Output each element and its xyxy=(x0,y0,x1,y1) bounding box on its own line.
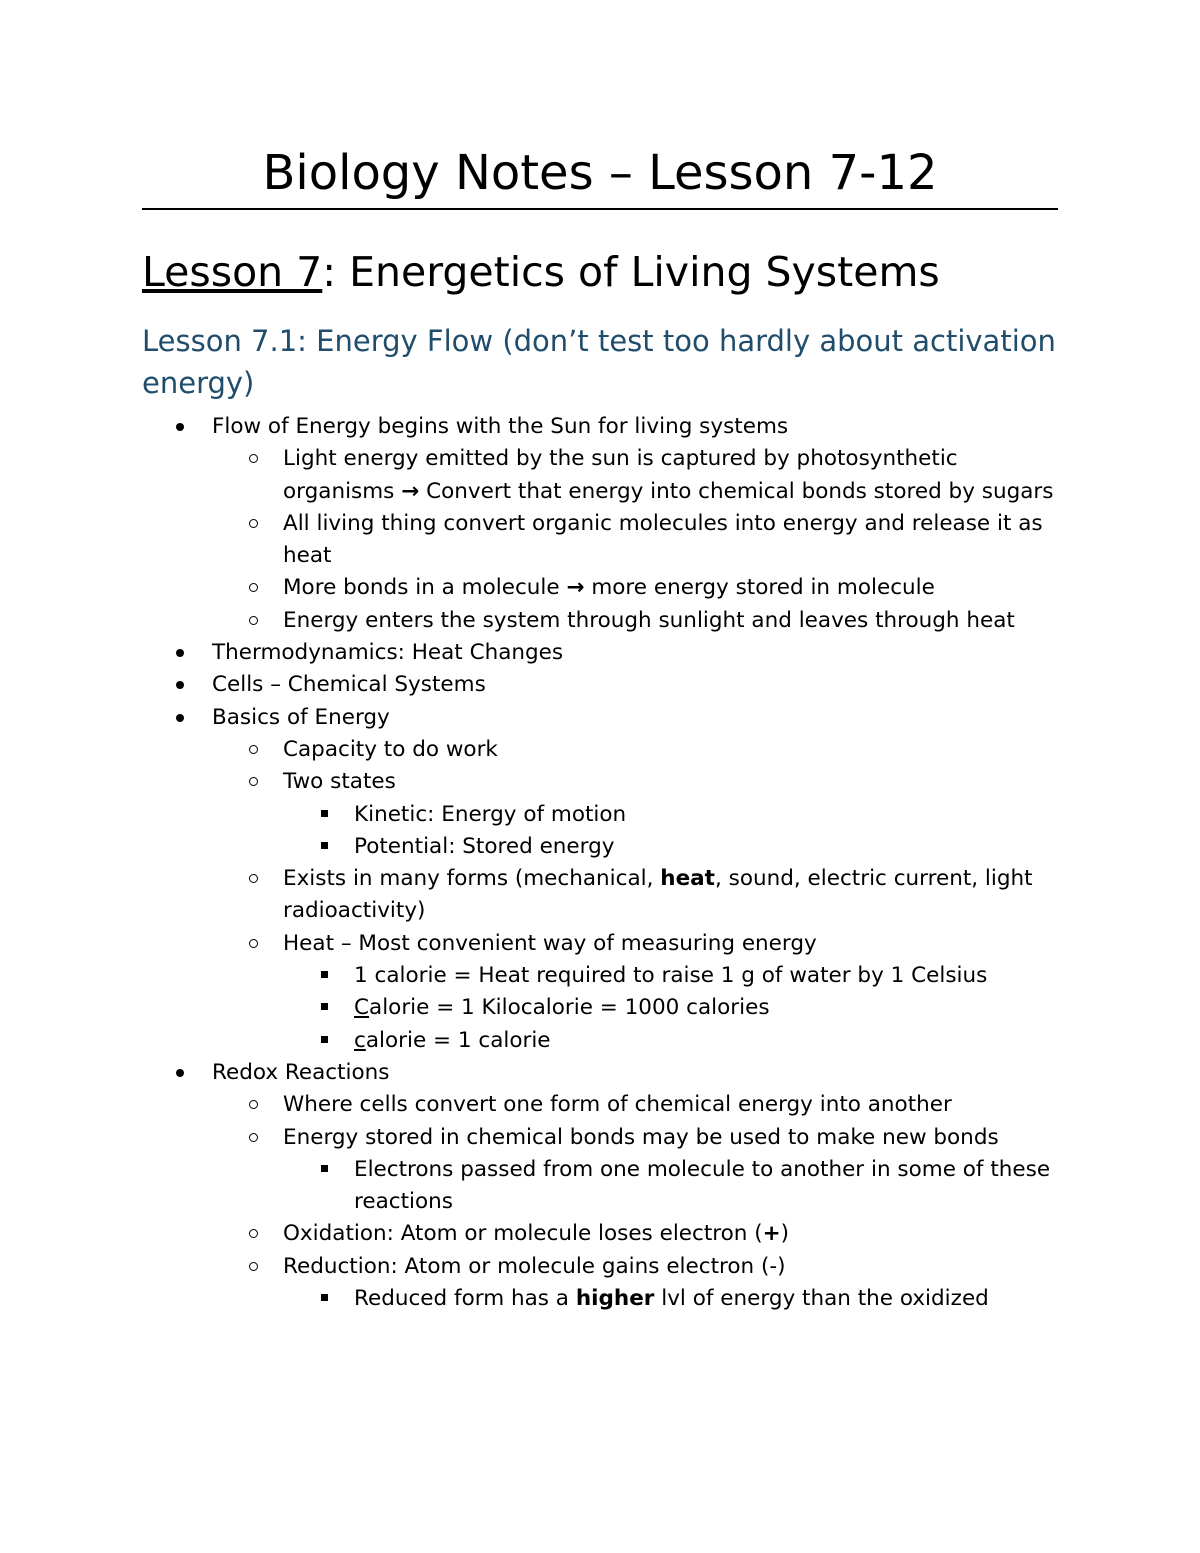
item-text-end: Convert that energy into chemical bonds stored by sugars xyxy=(419,478,1054,504)
list-item xyxy=(142,637,1058,669)
item-text-end: more energy stored in molecule xyxy=(584,575,935,601)
lesson-heading xyxy=(142,242,940,302)
list-item-text xyxy=(283,1251,1058,1283)
bullet-dot-icon xyxy=(168,1057,192,1089)
list-item-text xyxy=(354,992,1058,1024)
item-bold-text: higher xyxy=(575,1286,655,1312)
item-text: Heat – Most convenient way of measuring energy xyxy=(283,930,817,956)
list-item xyxy=(142,1283,1058,1315)
item-text: Thermodynamics: Heat Changes xyxy=(212,640,564,666)
list-item-text xyxy=(283,928,1058,960)
bullet-square-icon xyxy=(312,1154,336,1186)
item-text: Electrons passed from one molecule to another in some of these reactions xyxy=(354,1156,1051,1215)
list-item-text xyxy=(283,863,1058,928)
item-underlined-letter: c xyxy=(354,1027,366,1053)
item-text: Potential: Stored energy xyxy=(354,833,615,859)
list-item xyxy=(142,863,1058,928)
item-text-end: , sound, electric current, light radioactivity) xyxy=(283,866,1033,924)
item-bold-text: heat xyxy=(660,866,715,892)
list-item-text xyxy=(354,1283,1058,1315)
bullet-circle-icon xyxy=(241,508,265,540)
list-item-text xyxy=(354,1025,1058,1057)
list-item-text xyxy=(354,831,1058,863)
item-text: Basics of Energy xyxy=(212,704,390,730)
list-item-text xyxy=(283,443,1058,508)
list-item xyxy=(142,992,1058,1024)
section-subheading: Lesson 7.1: Energy Flow (don’t test too hardly about activation energy) xyxy=(142,324,1056,400)
list-item-text xyxy=(212,1057,1058,1089)
list-item xyxy=(142,443,1058,508)
item-text-start: Reduced form has a xyxy=(354,1286,576,1312)
list-item-text xyxy=(354,960,1058,992)
list-item xyxy=(142,734,1058,766)
item-text: Energy stored in chemical bonds may be used to make new bonds xyxy=(283,1124,999,1150)
list-item xyxy=(142,605,1058,637)
arrow-right-icon: → xyxy=(566,575,585,601)
bullet-square-icon xyxy=(312,1025,336,1057)
list-item-text xyxy=(212,411,1058,443)
list-item xyxy=(142,1025,1058,1057)
item-text-end: alorie = 1 Kilocalorie = 1000 calories xyxy=(369,995,770,1021)
bullet-dot-icon xyxy=(168,702,192,734)
list-item-text xyxy=(212,637,1058,669)
item-text: 1 calorie = Heat required to raise 1 g of water by 1 Celsius xyxy=(354,963,988,989)
list-item xyxy=(142,508,1058,573)
list-item xyxy=(142,928,1058,960)
bullet-circle-icon xyxy=(241,572,265,604)
item-text: Flow of Energy begins with the Sun for living systems xyxy=(212,414,789,439)
list-item xyxy=(142,702,1058,734)
lesson-heading-number: Lesson 7 xyxy=(142,248,323,296)
list-item-text xyxy=(283,605,1058,637)
notes-list xyxy=(142,411,1058,1315)
item-text: All living thing convert organic molecules into energy and release it as heat xyxy=(283,510,1043,569)
bullet-circle-icon xyxy=(241,1218,265,1250)
item-text-end: alorie = 1 calorie xyxy=(365,1027,551,1053)
bullet-circle-icon xyxy=(241,443,265,475)
bullet-circle-icon xyxy=(241,1122,265,1154)
bullet-circle-icon xyxy=(241,734,265,766)
list-item-text xyxy=(283,1218,1058,1250)
item-text: Reduction: Atom or molecule gains electron (-) xyxy=(283,1253,786,1279)
item-text: Kinetic: Energy of motion xyxy=(354,801,627,827)
list-item xyxy=(142,1154,1058,1219)
list-item xyxy=(142,1057,1058,1089)
item-underlined-letter: C xyxy=(354,995,370,1021)
list-item-text xyxy=(354,799,1058,831)
list-item xyxy=(142,1218,1058,1250)
list-item xyxy=(142,1089,1058,1121)
bullet-square-icon xyxy=(312,960,336,992)
bullet-square-icon xyxy=(312,831,336,863)
list-item xyxy=(142,766,1058,798)
list-item xyxy=(142,960,1058,992)
item-text: Energy enters the system through sunlight and leaves through heat xyxy=(283,607,1015,633)
list-item-text xyxy=(212,702,1058,734)
list-item xyxy=(142,799,1058,831)
list-item xyxy=(142,411,1058,443)
bullet-circle-icon xyxy=(241,863,265,895)
list-item xyxy=(142,831,1058,863)
bullet-circle-icon xyxy=(241,1251,265,1283)
list-item xyxy=(142,669,1058,701)
list-item-text xyxy=(283,766,1058,798)
list-item xyxy=(142,1251,1058,1283)
item-text-start: Light energy emitted by the sun is captured by photosynthetic organisms xyxy=(283,446,958,504)
list-item-text xyxy=(212,669,1058,701)
list-item xyxy=(142,1122,1058,1154)
bullet-circle-icon xyxy=(241,1089,265,1121)
bullet-square-icon xyxy=(312,1283,336,1315)
item-text-end: lvl of energy than the oxidized xyxy=(654,1286,989,1312)
list-item-text xyxy=(283,508,1058,573)
item-text-end: ) xyxy=(780,1221,790,1247)
bullet-dot-icon xyxy=(168,637,192,669)
bullet-square-icon xyxy=(312,799,336,831)
item-bold-text: + xyxy=(762,1221,781,1247)
list-item-text xyxy=(283,734,1058,766)
item-text: Where cells convert one form of chemical energy into another xyxy=(283,1092,952,1118)
list-item-text xyxy=(354,1154,1058,1219)
item-text: Cells – Chemical Systems xyxy=(212,672,486,698)
item-text-start: Oxidation: Atom or molecule loses electron ( xyxy=(283,1221,763,1247)
item-text: Two states xyxy=(283,769,396,795)
bullet-circle-icon xyxy=(241,766,265,798)
item-text-start: More bonds in a molecule xyxy=(283,575,567,601)
list-item-text xyxy=(283,1122,1058,1154)
item-text-start: Exists in many forms (mechanical, xyxy=(283,866,661,892)
bullet-square-icon xyxy=(312,992,336,1024)
lesson-heading-title: : Energetics of Living Systems xyxy=(322,248,940,296)
bullet-dot-icon xyxy=(168,669,192,701)
document-title: Biology Notes – Lesson 7-12 xyxy=(142,138,1058,210)
bullet-dot-icon xyxy=(168,411,192,443)
item-text: Capacity to do work xyxy=(283,736,498,762)
bullet-circle-icon xyxy=(241,605,265,637)
bullet-circle-icon xyxy=(241,928,265,960)
list-item-text xyxy=(283,1089,1058,1121)
list-item-text xyxy=(283,572,1058,604)
arrow-right-icon: → xyxy=(401,478,420,504)
item-text: Redox Reactions xyxy=(212,1059,390,1085)
list-item xyxy=(142,572,1058,604)
